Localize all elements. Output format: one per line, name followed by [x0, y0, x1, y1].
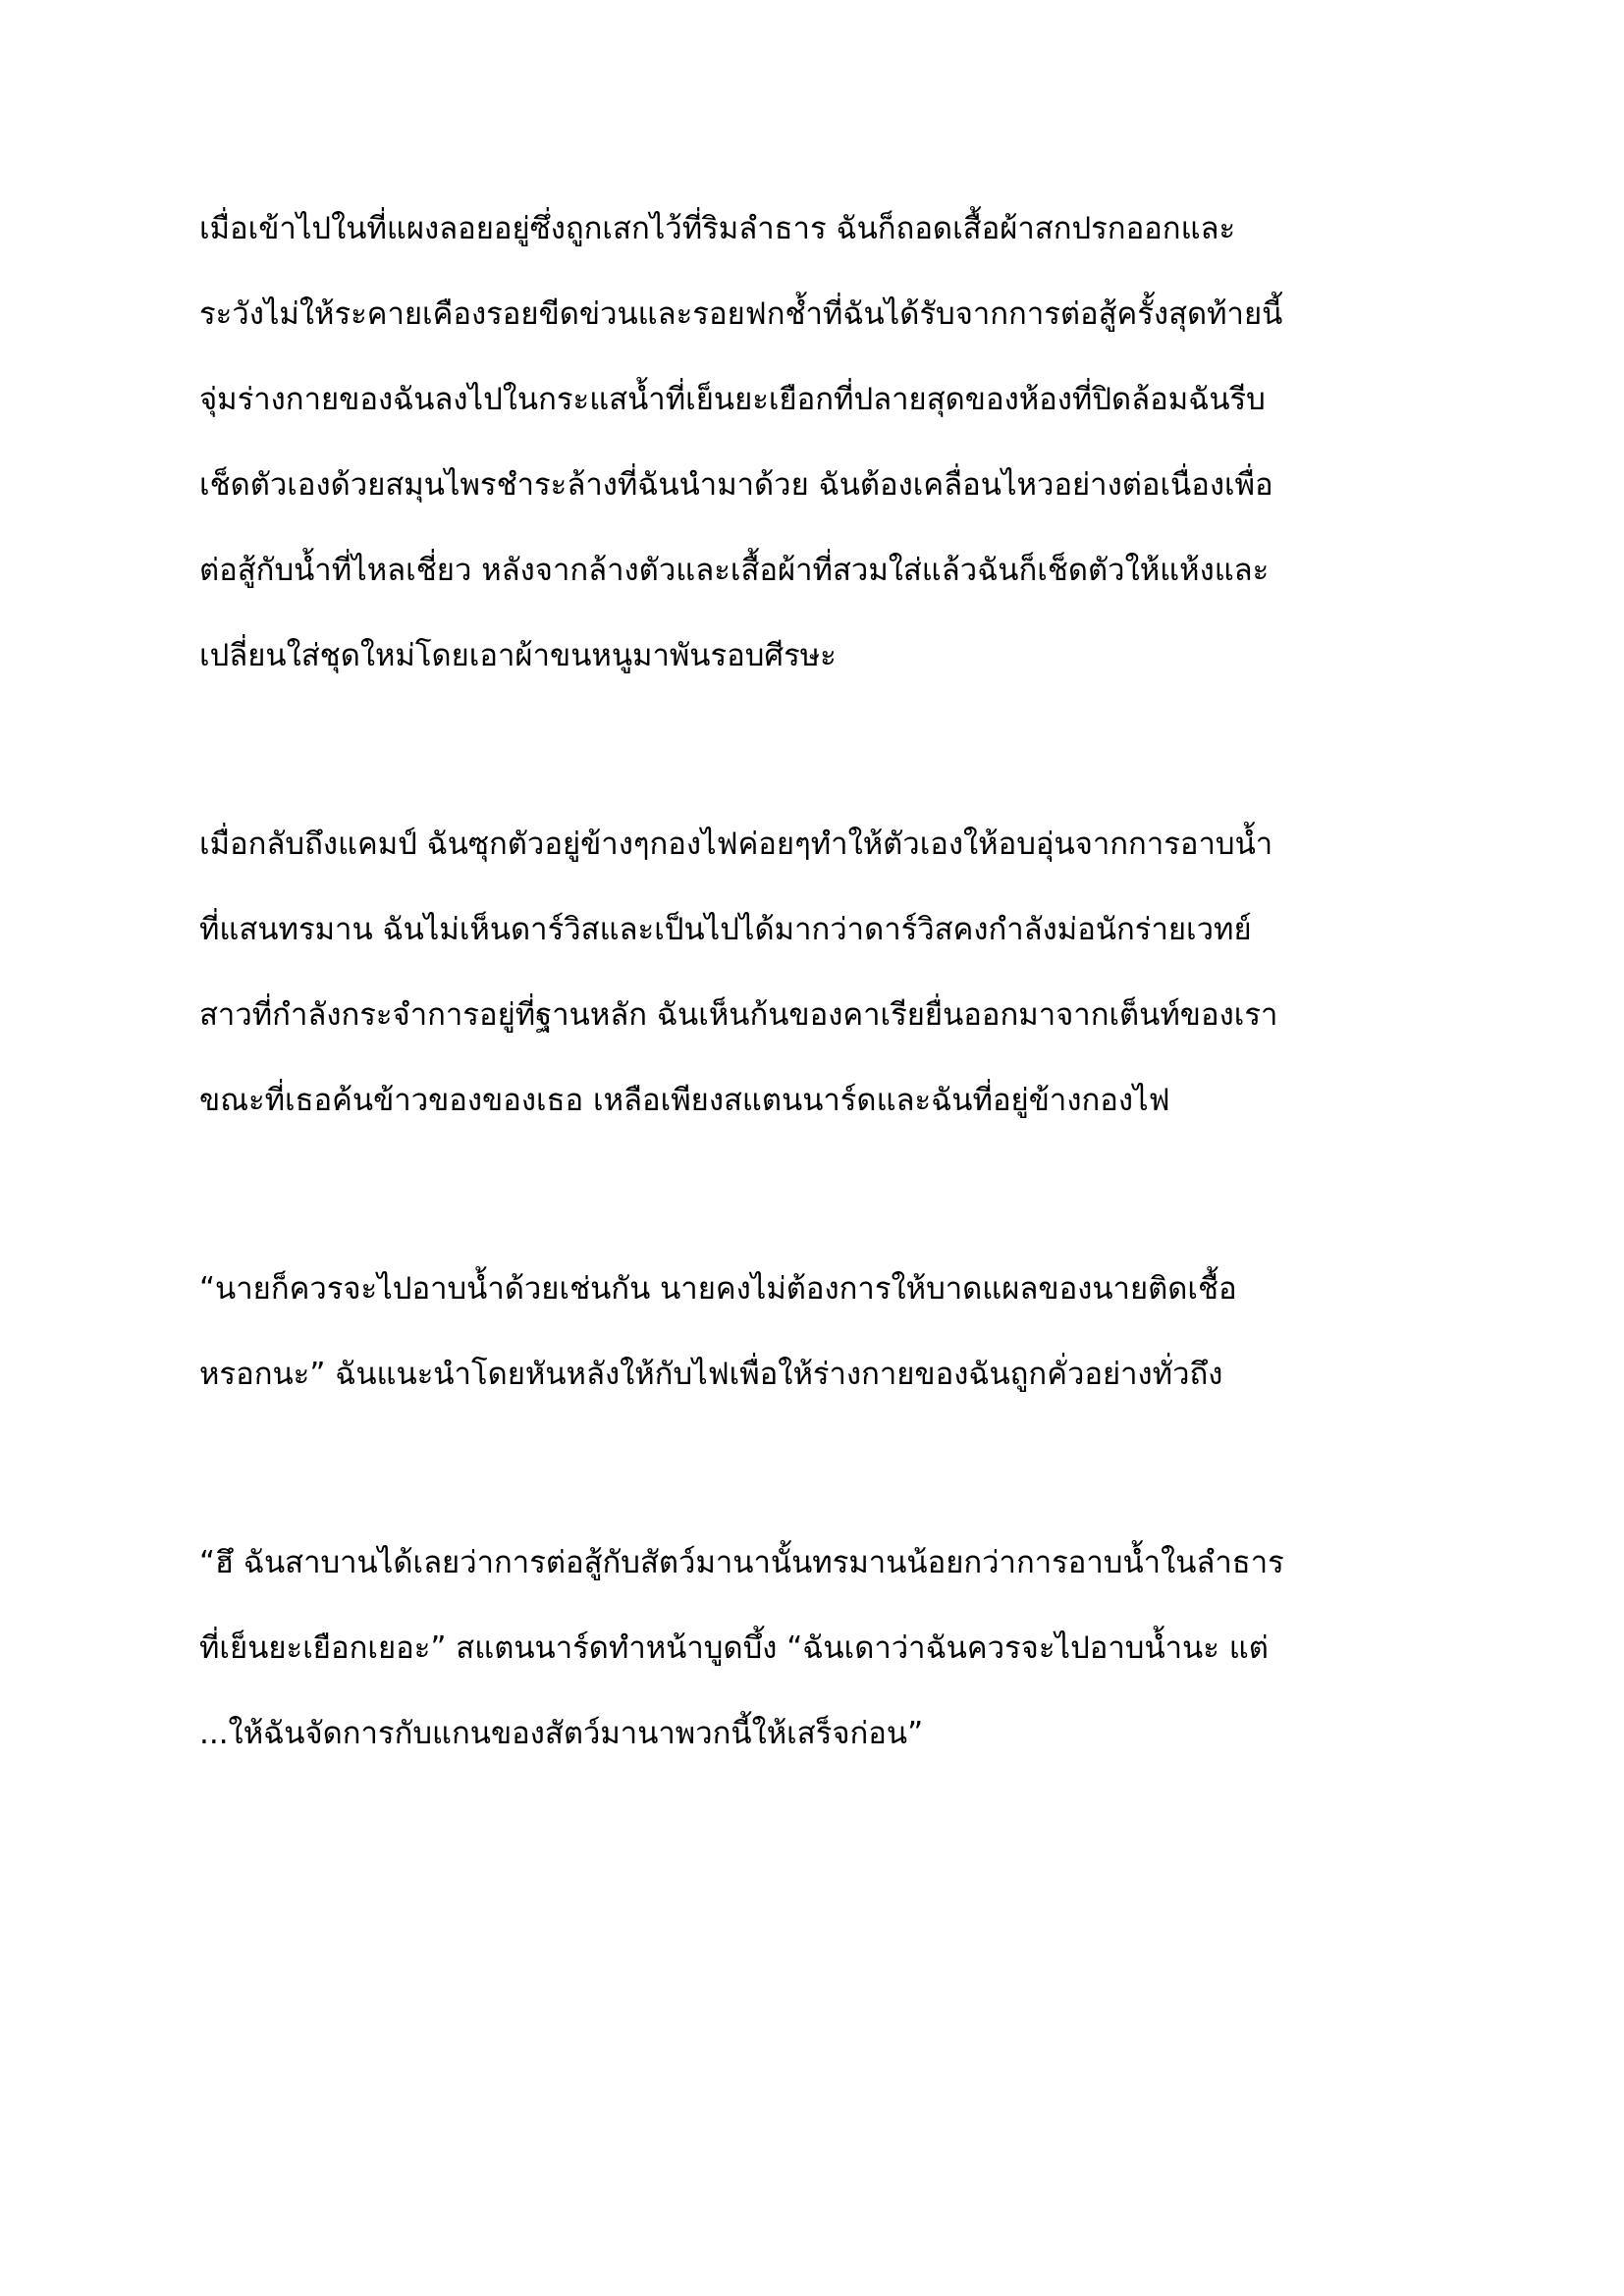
text-line: “นายก็ควรจะไปอาบน้ำด้วยเช่นกัน นายคงไม่ต้องการให้บาดแผลของนายติดเชื้อ — [199, 1271, 1237, 1307]
text-line: เมื่อกลับถึงแคมป์ ฉันซุกตัวอยู่ข้างๆกองไฟค่อยๆทำให้ตัวเองให้อบอุ่นจากการอาบน้ำ — [199, 827, 1273, 862]
text-line: ระวังไม่ให้ระคายเคืองรอยขีดข่วนและรอยฟกช้ำที่ฉันได้รับจากการต่อสู้ครั้งสุดท้ายนี้ — [199, 296, 1283, 332]
text-line: ต่อสู้กับน้ำที่ไหลเชี่ยว หลังจากล้างตัวและเสื้อผ้าที่สวมใส่แล้วฉันก็เช็ดตัวให้แห้งและ — [199, 553, 1270, 588]
text-line: ที่เย็นยะเยือกเยอะ” สแตนนาร์ดทำหน้าบูดบึ้ง “ฉันเดาว่าฉันควรจะไปอาบน้ำนะ แต่ — [199, 1630, 1269, 1666]
paragraph-3 — [199, 1247, 1446, 1417]
text-line: ...ให้ฉันจัดการกับแกนของสัตว์มานาพวกนี้ให้เสร็จก่อน” — [199, 1716, 924, 1751]
text-line: ที่แสนทรมาน ฉันไม่เห็นดาร์วิสและเป็นไปได้มากว่าดาร์วิสคงกำลังม่อนักร่ายเวทย์ — [199, 912, 1252, 947]
paragraph-2 — [199, 802, 1446, 1144]
text-line: หรอกนะ” ฉันแนะนำโดยหันหลังให้กับไฟเพื่อให้ร่างกายของฉันถูกคั่วอย่างทั่วถึง — [199, 1357, 1223, 1392]
text-line: สาวที่กำลังกระจำการอยู่ที่ฐานหลัก ฉันเห็นก้นของคาเรียยื่นออกมาจากเต็นท์ของเรา — [199, 997, 1278, 1033]
text-line: เมื่อเข้าไปในที่แผงลอยอยู่ซึ่งถูกเสกไว้ที่ริมลำธาร ฉันก็ถอดเสื้อผ้าสกปรกออกและ — [199, 211, 1236, 246]
paragraph-4 — [199, 1521, 1446, 1777]
text-line: ขณะที่เธอค้นข้าวของของเธอ เหลือเพียงสแตนนาร์ดและฉันที่อยู่ข้างกองไฟ — [199, 1083, 1170, 1118]
text-line: จุ่มร่างกายของฉันลงไปในกระแสน้ำที่เย็นยะเยือกที่ปลายสุดของห้องที่ปิดล้อมฉันรีบ — [199, 382, 1266, 417]
text-line: เช็ดตัวเองด้วยสมุนไพรชำระล้างที่ฉันนำมาด้วย ฉันต้องเคลื่อนไหวอย่างต่อเนื่องเพื่อ — [199, 467, 1273, 503]
text-line: เปลี่ยนใส่ชุดใหม่โดยเอาผ้าขนหนูมาพันรอบศีรษะ — [199, 638, 837, 673]
paragraph-1 — [199, 187, 1446, 699]
text-line: “ฮึ ฉันสาบานได้เลยว่าการต่อสู้กับสัตว์มานานั้นทรมานน้อยกว่าการอาบน้ำในลำธาร — [199, 1545, 1284, 1580]
document-body — [199, 187, 1446, 1777]
